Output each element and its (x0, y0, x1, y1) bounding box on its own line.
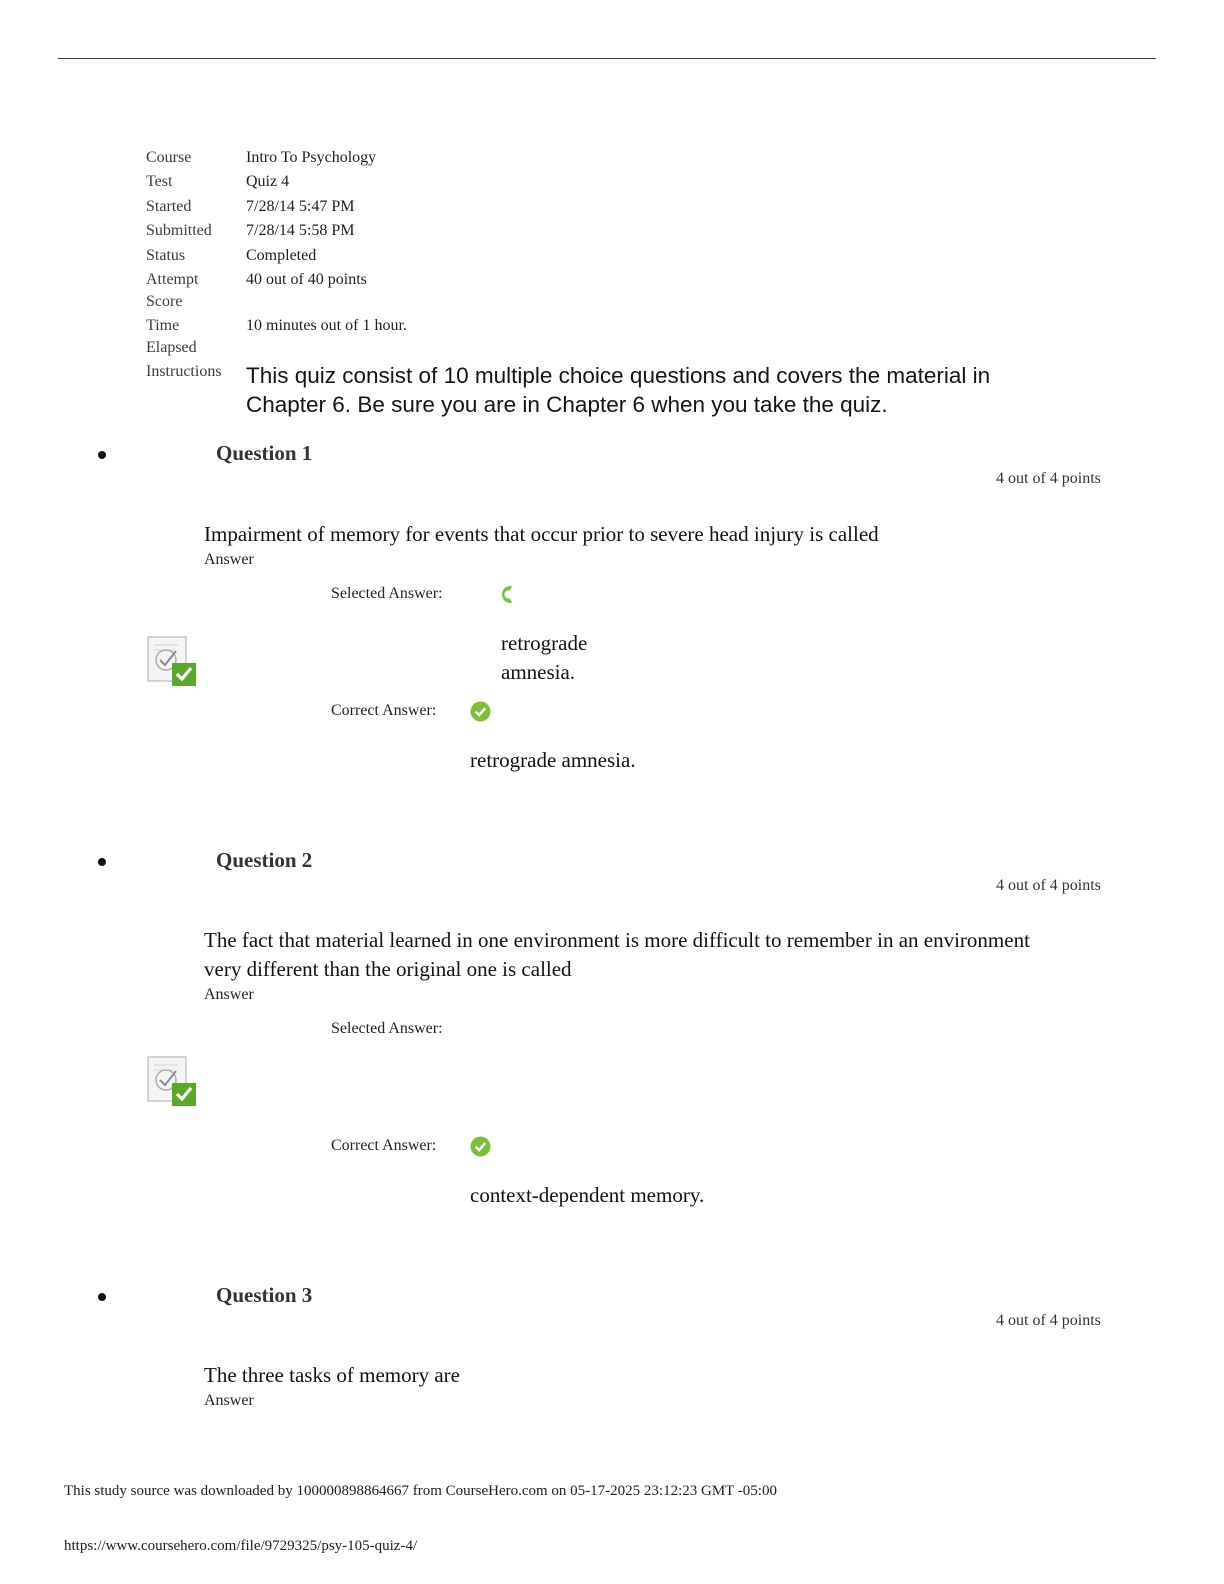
top-rule (58, 58, 1156, 59)
check-icon (470, 701, 491, 722)
status-label: Status (146, 247, 186, 264)
question-text: Impairment of memory for events that occur prior to severe head injury is called (204, 522, 879, 546)
time-elapsed-label-line1: Time (146, 317, 180, 334)
started-value: 7/28/14 5:47 PM (246, 198, 355, 215)
bullet (98, 1293, 106, 1301)
question-points: 4 out of 4 points (996, 470, 1101, 487)
selected-answer-line2: amnesia. (501, 660, 576, 684)
bullet (98, 858, 106, 866)
selected-answer-label: Selected Answer: (331, 1020, 443, 1037)
selected-answer-line1: retrograde (501, 631, 588, 655)
test-value: Quiz 4 (246, 173, 290, 190)
question-points: 4 out of 4 points (996, 877, 1101, 894)
time-elapsed-value: 10 minutes out of 1 hour. (246, 317, 407, 334)
instructions-text: This quiz consist of 10 multiple choice questions and covers the material in Chapter 6. Be sure you are in Chapter 6 when you take the quiz. (246, 363, 991, 417)
time-elapsed-label-line2: Elapsed (146, 339, 197, 356)
bullet (98, 451, 106, 459)
answer-label: Answer (204, 1392, 254, 1409)
question-title: Question 1 (216, 441, 313, 465)
course-value: Intro To Psychology (246, 149, 377, 166)
submitted-label: Submitted (146, 222, 212, 239)
submitted-value: 7/28/14 5:58 PM (246, 222, 355, 239)
answer-label: Answer (204, 551, 254, 568)
correct-answer-label: Correct Answer: (331, 1137, 437, 1154)
attempt-score-label-line1: Attempt (146, 271, 199, 288)
attempt-score-label-line2: Score (146, 293, 183, 310)
answer-label: Answer (204, 986, 254, 1003)
source-notice: This study source was downloaded by 100000898864667 from CourseHero.com on 05-17-2025 23:12:23 GMT -05:00 (64, 1483, 777, 1499)
selected-answer-label: Selected Answer: (331, 585, 443, 602)
correct-answer-label: Correct Answer: (331, 702, 437, 719)
attempt-score-value: 40 out of 40 points (246, 271, 367, 288)
question-text: The three tasks of memory are (204, 1363, 460, 1387)
partial-check-icon (498, 584, 519, 605)
started-label: Started (146, 198, 192, 215)
correct-status-icon (146, 1056, 198, 1108)
status-value: Completed (246, 247, 317, 264)
course-label: Course (146, 149, 192, 166)
check-icon (470, 1136, 491, 1157)
correct-answer-value: retrograde amnesia. (470, 748, 636, 772)
test-label: Test (146, 173, 173, 190)
instructions-label: Instructions (146, 363, 222, 380)
question-title: Question 2 (216, 848, 313, 872)
question-text: The fact that material learned in one environment is more difficult to remember in an environment very different than the original one is called (204, 928, 1030, 981)
correct-status-icon (146, 636, 198, 688)
question-title: Question 3 (216, 1283, 313, 1307)
question-points: 4 out of 4 points (996, 1312, 1101, 1329)
correct-answer-value: context-dependent memory. (470, 1183, 705, 1207)
source-url[interactable]: https://www.coursehero.com/file/9729325/psy-105-quiz-4/ (64, 1538, 418, 1554)
